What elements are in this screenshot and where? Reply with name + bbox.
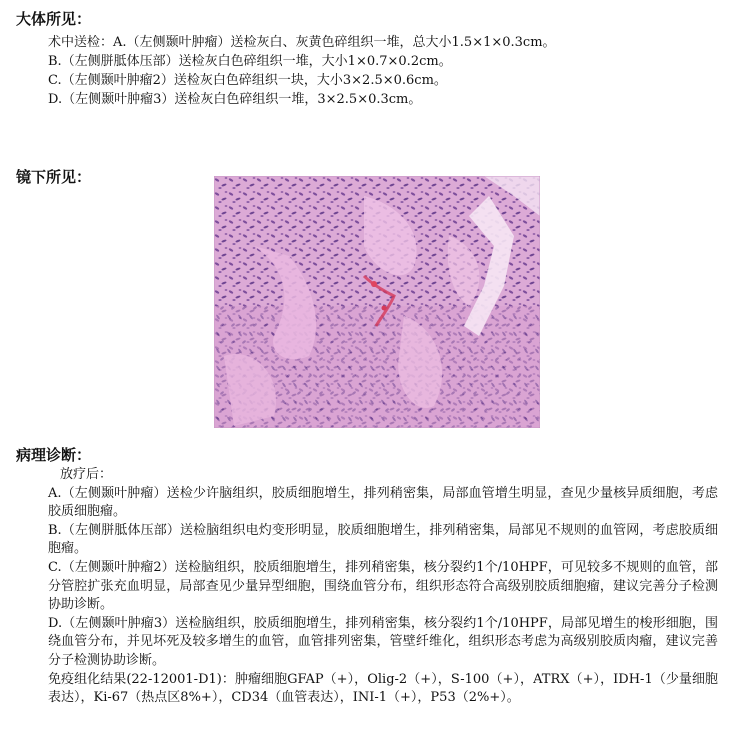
diagnosis-item-a: A.（左侧颞叶肿瘤）送检少许脑组织，胶质细胞增生，排列稍密集，局部血管增生明显，查见少量核异质细胞，考虑胶质细胞瘤。 — [48, 485, 718, 520]
diagnosis-item-c: C.（左侧颞叶肿瘤2）送检脑组织，胶质细胞增生，排列稍密集，核分裂约1个/10HPF，可见较多不规则的血管，部分管腔扩张充血明显，局部查见少量异型细胞，围绕血管分布，组织形态符合高级别胶质细胞瘤，建议完善分子检测协助诊断。 — [48, 559, 718, 613]
gross-line-4: D.（左侧颞叶肿瘤3）送检灰白色碎组织一堆，3×2.5×0.3cm。 — [48, 92, 422, 107]
diagnosis-body — [48, 466, 718, 708]
gross-line-3: C.（左侧颞叶肿瘤2）送检灰白色碎组织一块，大小3×2.5×0.6cm。 — [48, 73, 447, 88]
gross-line-1: 术中送检：A.（左侧颞叶肿瘤）送检灰白、灰黄色碎组织一堆，总大小1.5×1×0.3cm。 — [48, 35, 556, 50]
gross-heading: 大体所见： — [16, 10, 92, 28]
gross-line-2: B.（左侧胼胝体压部）送检灰白色碎组织一堆，大小1×0.7×0.2cm。 — [48, 54, 452, 69]
microscopic-heading: 镜下所见： — [16, 168, 92, 186]
diagnosis-item-d: D.（左侧颞叶肿瘤3）送检脑组织，胶质细胞增生，排列稍密集，核分裂约1个/10HPF，局部见增生的梭形细胞，围绕血管分布，并见坏死及较多增生的血管，血管排列密集，管壁纤维化，组织形态考虑为高级别胶质肉瘤，建议完善分子检测协助诊断。 — [48, 615, 718, 668]
histology-micrograph — [214, 176, 540, 428]
diagnosis-item-b: B.（左侧胼胝体压部）送检脑组织电灼变形明显，胶质细胞增生，排列稍密集，局部见不规则的血管网，考虑胶质细胞瘤。 — [48, 522, 718, 557]
diagnosis-intro: 放疗后： — [60, 467, 113, 482]
ihc-results: 免疫组化结果(22-12001-D1)：肿瘤细胞GFAP（+），Olig-2（+），S-100（+），ATRX（+），IDH-1（少量细胞表达），Ki-67（热点区8%+），CD34（血管表达），INI-1（+），P53（2%+）。 — [48, 671, 718, 706]
diagnosis-heading: 病理诊断： — [16, 446, 92, 464]
